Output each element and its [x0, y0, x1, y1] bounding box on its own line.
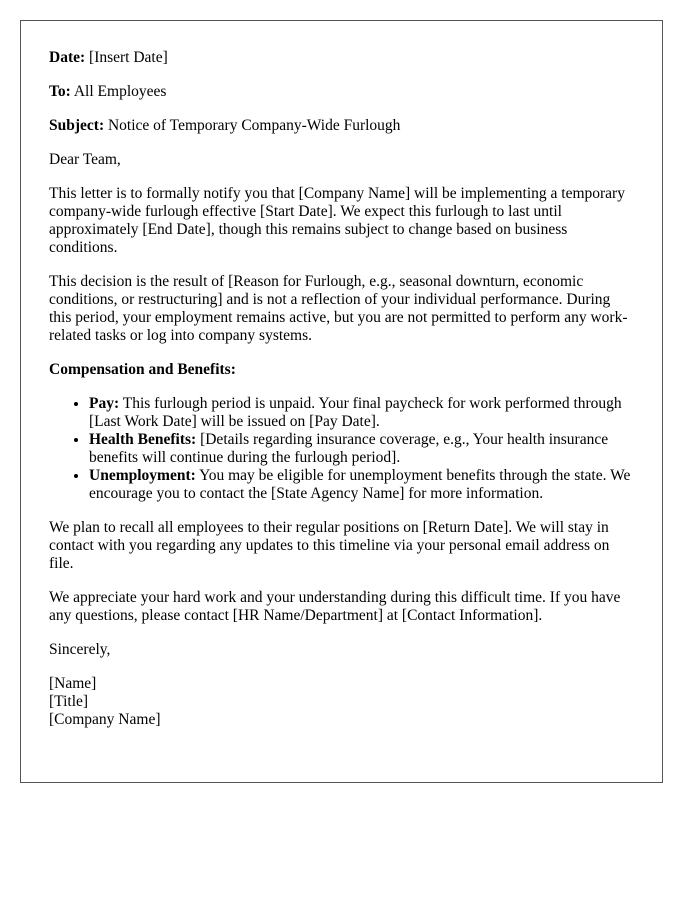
paragraph-intro: This letter is to formally notify you that [Company Name] will be implementing a temporary company-wide furlough effective [Start Date]. We expect this furlough to last until approximately [End Date], though this remains subject to change based on business conditions. — [49, 185, 625, 256]
benefits-list — [49, 395, 634, 503]
signature-company: [Company Name] — [49, 711, 161, 728]
letter — [20, 20, 663, 783]
salutation: Dear Team, — [49, 151, 121, 168]
signoff: Sincerely, — [49, 641, 111, 658]
list-item: • Unemployment: You may be eligible for unemployment benefits through the state. We encourage you to contact the [State Agency Name] for more information. — [89, 467, 634, 503]
signature-block — [49, 675, 634, 729]
list-item: • Health Benefits: [Details regarding insurance coverage, e.g., Your health insurance benefits will continue during the furlough period]. — [89, 431, 634, 467]
to-line: To: All Employees — [49, 83, 167, 100]
paragraph-appreciation: We appreciate your hard work and your understanding during this difficult time. If you have any questions, please contact [HR Name/Department] at [Contact Information]. — [49, 589, 621, 624]
paragraph-reason: This decision is the result of [Reason for Furlough, e.g., seasonal downturn, economic conditions, or restructuring] and is not a reflection of your individual performance. During this period, your employment remains active, but you are not permitted to perform any work-related tasks or log into company systems. — [49, 273, 628, 344]
signature-name: [Name] — [49, 675, 97, 692]
benefits-heading: Compensation and Benefits: — [49, 361, 236, 378]
signature-title: [Title] — [49, 693, 89, 710]
paragraph-recall: We plan to recall all employees to their regular positions on [Return Date]. We will stay in contact with you regarding any updates to this timeline via your personal email address on file. — [49, 519, 610, 572]
date-line: Date: [Insert Date] — [49, 49, 168, 66]
subject-line: Subject: Notice of Temporary Company-Wide Furlough — [49, 117, 401, 134]
list-item: • Pay: This furlough period is unpaid. Your final paycheck for work performed through [Last Work Date] will be issued on [Pay Date]. — [89, 395, 634, 431]
